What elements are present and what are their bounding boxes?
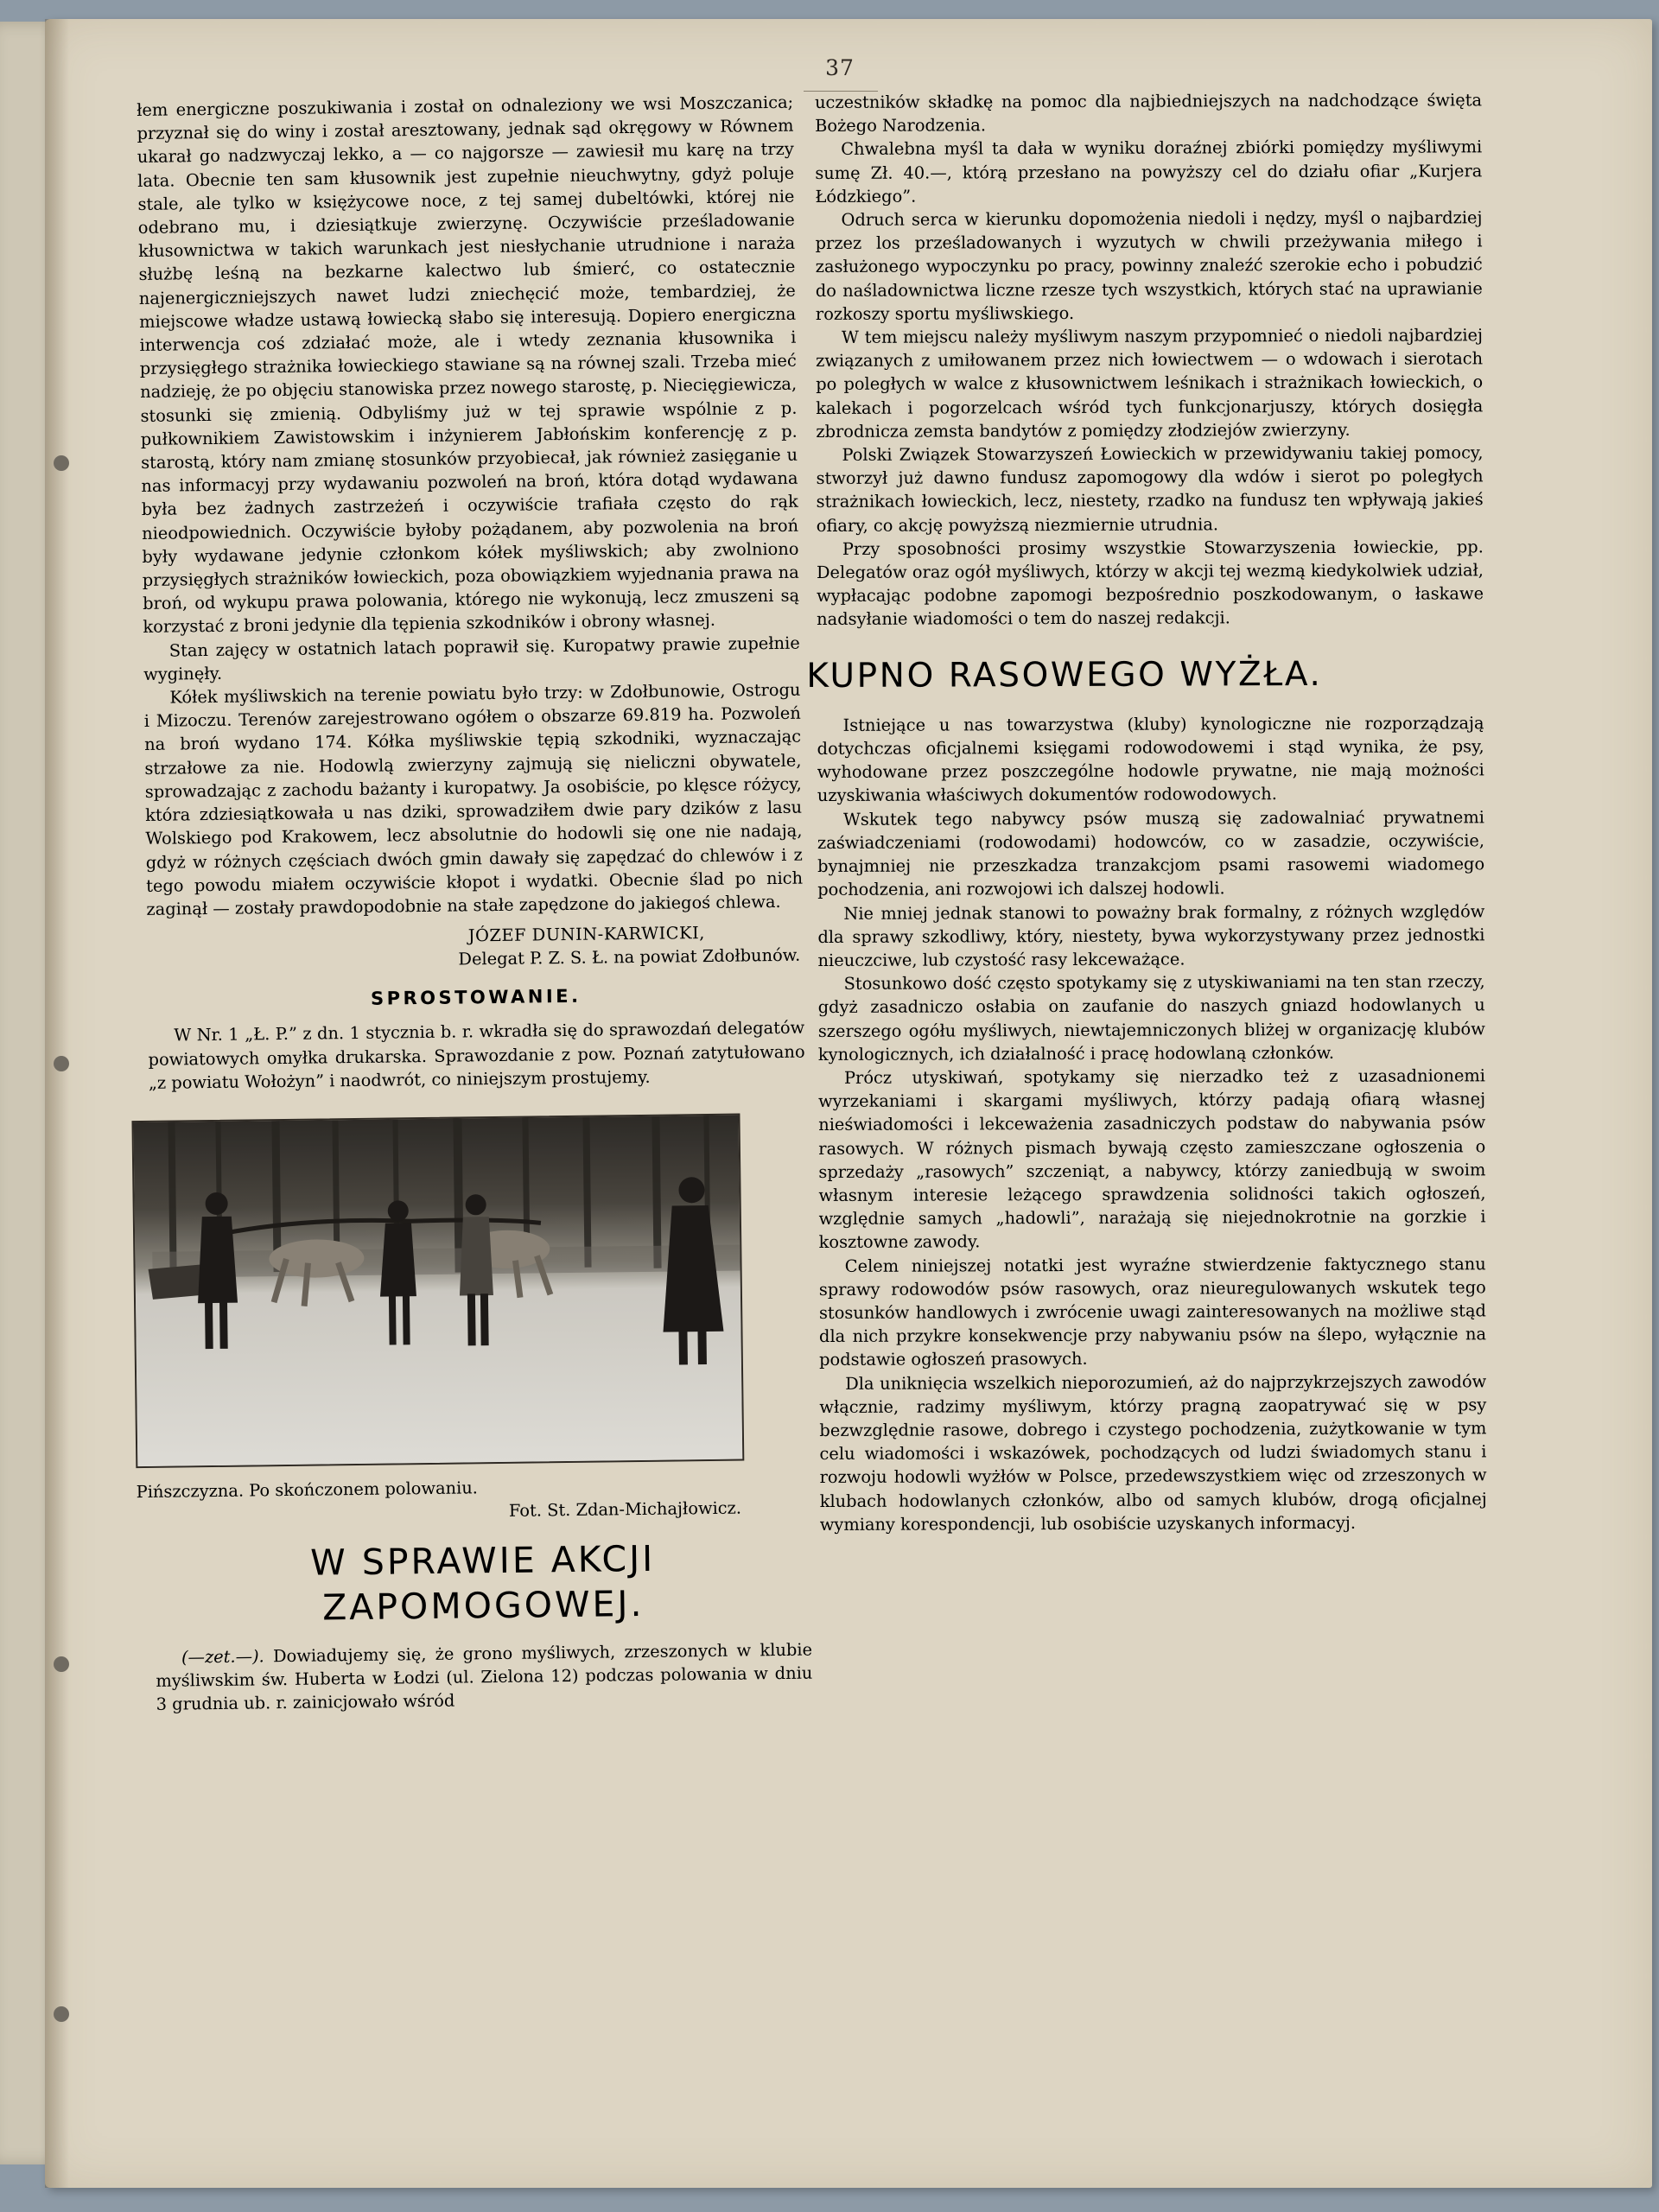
pointer-paragraph: Prócz utyskiwań, spotykamy się nierzadko też z uzasadnionemi wyrzekaniami i skargami myśliwych, którzy padają ofiarą własnej nieświadomości i lekceważenia zasadniczych podstaw do nabywania psów rasowych. W różnych pismach bywają często zamieszczane ogłoszenia o sprzedaży „rasowych” szczeniąt, a nabywcy, którzy zaniedbują w swoim własnym interesie leżącego sprawdzenia solidności takich ogłoszeń, względnie samych „hadowli”, narażają się niejednokrotnie na gorzkie i kosztowne zawody. (818, 1065, 1486, 1253)
article-heading-line: ZAPOMOGOWEJ. (321, 1582, 645, 1629)
correction-heading: SPROSTOWANIE. (370, 985, 582, 1009)
aid-paragraph: Odruch serca w kierunku dopomożenia niedoli i nędzy, myśl o najbardziej przez los prześladowanych i wyzutych w chwili przeżywania miłego i zasłużonego wypoczynku po pracy, powinny znaleźć szerokie echo i pobudzić do naśladownictwa liczne rzesze tych wszystkich, których stać na uprawianie rozkoszy sportu myśliwskiego. (815, 207, 1483, 324)
aid-paragraph: Chwalebna myśl ta dała w wyniku doraźnej zbiórki pomiędzy myśliwymi sumę Zł. 40.—, którą przesłano na powyższy cel do działu ofiar „Kurjera Łódzkiego”. (815, 137, 1483, 207)
pointer-paragraph: Nie mniej jednak stanowi to poważny brak formalny, z różnych względów dla sprawy szkodliwy, który, niestety, bywa wykorzystywany przez jednostki nieuczciwe, lub czystość rasy lekceważące. (817, 900, 1485, 970)
punch-hole (54, 1656, 69, 1672)
article-heading-line: W SPRAWIE AKCJI (309, 1537, 656, 1584)
aid-paragraph: uczestników składkę na pomoc dla najbiedniejszych na nadchodzące święta Bożego Narodzenia. (815, 90, 1483, 137)
signature-title: Delegat P. Z. S. Ł. na powiat Zdołbunów. (458, 944, 801, 969)
page-number: 37 (825, 55, 855, 80)
punch-hole (54, 2006, 69, 2022)
pointer-paragraph: Wskutek tego nabywcy psów muszą się zadowalniać prywatnemi zaświadczeniami (rodowodami) hodowców, co w zasadzie, oczywiście, bynajmniej nie przeszkadza tranzakcjom psami rasowemi wiadomego pochodzenia, ani rozwojowi ich dalszej hodowli. (817, 806, 1485, 900)
page-fold-shadow (45, 19, 69, 2188)
pointer-paragraph: Istniejące u nas towarzystwa (kluby) kynologiczne nie rozporządzają dotychczas oficjalnemi księgami rodowodowemi i stąd wynika, że psy, wyhodowane przez poszczególne hodowle prywatne, nie mają możności uzyskiwania właściwych dokumentów rodowodowych. (817, 713, 1484, 806)
aid-paragraph: Przy sposobności prosimy wszystkie Stowarzyszenia łowieckie, pp. Delegatów oraz ogół myśliwych, którzy w akcji tej wezmą kiedykolwiek udział, wypłacając podobne zapomogi bezpośrednio poszkodowanym, o łaskawe nadsyłanie wiadomości o tem do naszej redakcji. (816, 537, 1484, 630)
aid-paragraph: W tem miejscu należy myśliwym naszym przypomnieć o niedoli najbardziej związanych z umiłowanem przez nich łowiectwem — o wdowach i sierotach po poległych w walce z kłusownictwem leśnikach i strażnikach łowieckich, o kalekach i pogorzelcach wśród tych funkcjonarjuszy, których dosięgła zbrodnicza zemsta bandytów z pomiędzy złodziejów zwierzyny. (816, 325, 1484, 442)
correction-text: W Nr. 1 „Ł. P.” z dn. 1 stycznia b. r. wkradła się do sprawozdań delegatów powiatowych omyłka drukarska. Sprawozdanie z pow. Poznań zatytułowano „z powiatu Wołożyn” i naodwrót, co niniejszym prostujemy. (148, 1017, 805, 1093)
hunting-photo (131, 1113, 744, 1468)
right-column (806, 88, 1487, 1536)
photo-caption: Pińszczyzna. Po skończonem polowaniu. (136, 1478, 479, 1503)
punch-hole (54, 1056, 69, 1071)
pointer-article-heading: KUPNO RASOWEGO WYŻŁA. (806, 654, 1323, 696)
article-heading-aid (154, 1535, 811, 1632)
aid-paragraph: Polski Związek Stowarzyszeń Łowieckich w przewidywaniu takiej pomocy, stworzył już dawno fundusz zapomogowy dla wdów i sierot po poległych strażnikach łowieckich, lecz, niestety, rzadko na fundusz ten wpływają jakieś ofiary, co akcję powyższą niezmiernie utrudnia. (816, 442, 1484, 536)
aid-article-text: Dowiadujemy się, że grono myśliwych, zrzeszonych w klubie myśliwskim św. Huberta w Łodzi (ul. Zielona 12) podczas polowania w dniu 3 grudnia ub. r. zainicjowało wśród (156, 1639, 813, 1715)
pointer-paragraph: Stosunkowo dość często spotykamy się z utyskiwaniami na ten stan rzeczy, gdyż zasadniczo osłabia on zaufanie do naszych gniazd hodowlanych u szerszego ogółu myśliwych, niewtajemniczonych bliżej w organizację klubów kynologicznych, ich działalność i pracę hodowlaną członków. (817, 971, 1485, 1065)
photo-caption-block (137, 1472, 742, 1527)
punch-hole (54, 455, 69, 471)
pointer-paragraph: Celem niniejszej notatki jest wyraźne stwierdzenie faktycznego stanu sprawy rodowodów psów rasowych, oraz nieuregulowanych wskutek tego stosunków handlowych i zwrócenie uwagi zainteresowanych na możliwe stąd dla nich przykre konsekwencje przy nabywaniu psów na ślepo, wyłącznie na podstawie ogłoszeń prasowych. (818, 1253, 1487, 1370)
report-paragraph: Stan zajęcy w ostatnich latach poprawił się. Kuropatwy prawie zupełnie wyginęły. (143, 632, 800, 684)
hunting-photo-drawing (133, 1116, 742, 1467)
report-paragraph: Kółek myśliwskich na terenie powiatu było trzy: w Zdołbunowie, Ostrogu i Mizoczu. Terenów zarejestrowano ogółem o obszarze 69.819 ha. Pozwoleń na broń wydano 174. Kółka myśliwskie tępią szkodniki, wyznaczając strzałowe za nie. Hodowlą zwierzyny zajmują się nieliczni obywatele, sprowadzając z zachodu bażanty i kuropatwy. Ja osobiście, po klęsce różycy, która zdziesiątkowała u nas dziki, sprowadziłem dwie pary dzików z lasu Wolskiego pod Krakowem, lecz absolutnie do hodowli się one nie nadają, gdyż w różnych częściach dwóch gmin dawały się zapędzać do chlewów i z tego powodu miałem oczywiście kłopot i wydatki. Obecnie ślad po nich zaginął — zostały prawdopodobnie na stałe zapędzone do jakiegoś chlewa. (143, 679, 804, 919)
pointer-paragraph: Dla uniknięcia wszelkich nieporozumień, aż do najprzykrzejszych zawodów włącznie, radzimy myśliwym, którzy pragną zaopatrywać się w psy bezwzględnie rasowe, dobrego i czystego pochodzenia, zużytkowanie w tym celu wiadomości i wskazówek, pochodzących od ludzi świadomych stanu i rozwoju hodowli wyżłów w Polsce, przedewszystkiem więc od zrzeszonych w klubach hodowlanych członków, albo od samych klubów, drogą oficjalnej wymiany korespondencji, lub osobiście uzyskanych informacyj. (819, 1370, 1487, 1535)
report-paragraph: łem energiczne poszukiwania i został on odnaleziony we wsi Moszczanica; przyznał się do winy i został aresztowany, jednak sąd okręgowy w Równem ukarał go nadzwyczaj lekko, a — co najgorsze — zawiesił mu karę na trzy lata. Obecnie ten sam kłusownik jest zupełnie nieuchwytny, gdyż poluje stale, ale tylko w księżycowe noce, z tej samej dubeltówki, której nie odebrano mu, i dziesiątkuje zwierzynę. Oczywiście prześladowanie kłusownictwa w takich warunkach jest niesłychanie utrudnione i naraża służbę leśną na bezkarne kalectwo lub śmierć, co ostatecznie najenergiczniejszych nawet ludzi zniechęcić może, tembardziej, że miejscowe władze ustawą łowiecką słabo się interesują. Dopiero energiczna interwencja coś zdziałać może, ale i wtedy zeznania kłusownika i przysięgłego strażnika łowieckiego stawiane są na równej szali. Trzeba mieć nadzieję, że po objęciu stanowiska przez nowego starostę, p. Niecięgiewicza, stosunki się zmienią. Odbyliśmy już w tej sprawie wspólnie z p. pułkownikiem Zawistowskim i inżynierem Jabłońskim konferencję z p. starostą, który nam zmianę stosunków przyobiecał, jak również zasięganie u nas informacyj przy wydawaniu pozwoleń na broń, która dotąd wydawana była bez żadnych zastrzeżeń i oczywiście trafiała często do rąk nieodpowiednich. Oczywiście byłoby pożądanem, aby pozwolenia na broń były wydawane jedynie członkom kółek myśliwskich; aby zwolniono przysięgłych strażników łowieckich, poza obowiązkiem wyjednania prawa na broń, od wykupu prawa polowania, którego nie wykonują, lecz zmuszeni są korzystać z broni jedynie dla tępienia szkodników i obrony własnej. (137, 92, 800, 638)
photo-credit: Fot. St. Zdan-Michajłowicz. (508, 1497, 742, 1521)
left-column (137, 91, 813, 1717)
aid-article-opening (156, 1638, 813, 1717)
report-signature (147, 920, 801, 975)
article-author: (—zet.—). (181, 1646, 264, 1668)
signature-name: JÓZEF DUNIN-KARWICKI, (467, 923, 705, 946)
